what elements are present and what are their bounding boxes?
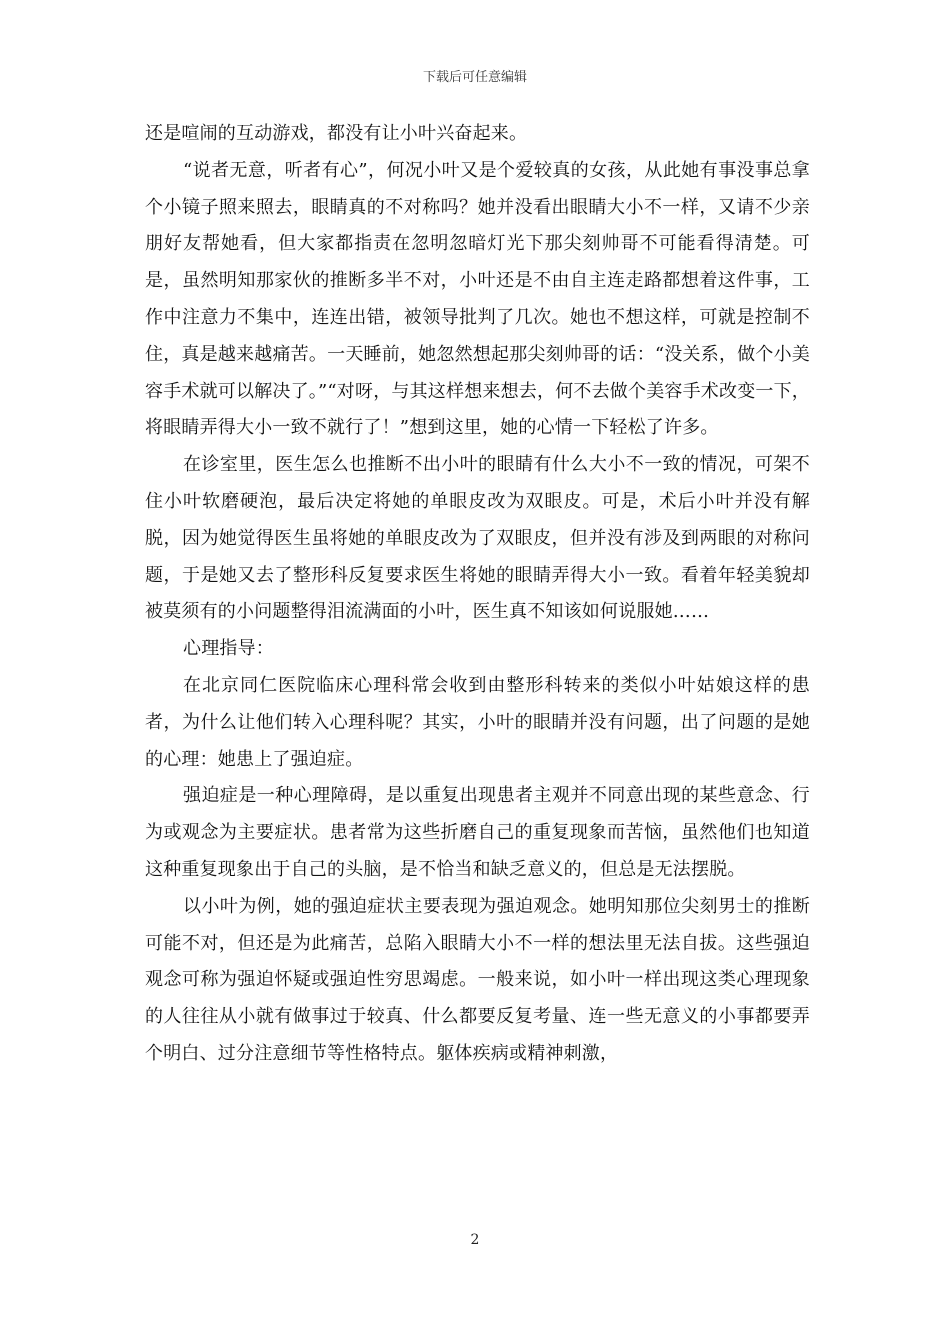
paragraph-3: 在诊室里，医生怎么也推断不出小叶的眼睛有什么大小不一致的情况，可架不住小叶软磨硬泡，最后决定将她的单眼皮改为双眼皮。可是，术后小叶并没有解脱，因为她觉得医生虽将她的单眼皮改为了双眼皮，但并没有涉及到两眼的对称问题，于是她又去了整形科反复要求医生将她的眼睛弄得大小一致。看着年轻美貌却被莫须有的小问题整得泪流满面的小叶，医生真不知该如何说服她…… (145, 454, 810, 623)
paragraph-2: “说者无意，听者有心”，何况小叶又是个爱较真的女孩，从此她有事没事总拿个小镜子照来照去，眼睛真的不对称吗？她并没看出眼睛大小不一样，又请不少亲朋好友帮她看，但大家都指责在忽明忽暗灯光下那尖刻帅哥不可能看得清楚。可是，虽然明知那家伙的推断多半不对，小叶还是不由自主连走路都想着这件事，工作中注意力不集中，连连出错，被领导批判了几次。她也不想这样，可就是控制不住，真是越来越痛苦。一天睡前，她忽然想起那尖刻帅哥的话：“没关系，做个小美容手术就可以解决了。”“对呀，与其这样想来想去，何不去做个美容手术改变一下，将眼睛弄得大小一致不就行了！”想到这里，她的心情一下轻松了许多。 (145, 159, 811, 439)
document-body (145, 116, 810, 1073)
paragraph-1: 还是喧闹的互动游戏，都没有让小叶兴奋起来。 (145, 123, 528, 144)
page-number: 2 (470, 1232, 480, 1248)
paragraph-7: 以小叶为例，她的强迫症状主要表现为强迫观念。她明知那位尖刻男士的推断可能不对，但还是为此痛苦，总陷入眼睛大小不一样的想法里无法自拔。这些强迫观念可称为强迫怀疑或强迫性穷思竭虑。一般来说，如小叶一样出现这类心理现象的人往往从小就有做事过于较真、什么都要反复考量、连一些无意义的小事都要弄个明白、过分注意细节等性格特点。躯体疾病或精神刺激， (145, 895, 810, 1064)
page-header: 下载后可任意编辑 (422, 70, 527, 85)
paragraph-6: 强迫症是一种心理障碍，是以重复出现患者主观并不同意出现的某些意念、行为或观念为主要症状。患者常为这些折磨自己的重复现象而苦恼，虽然他们也知道这种重复现象出于自己的头脑，是不恰当和缺乏意义的，但总是无法摆脱。 (145, 785, 810, 880)
paragraph-5: 在北京同仁医院临床心理科常会收到由整形科转来的类似小叶姑娘这样的患者，为什么让他们转入心理科呢？其实，小叶的眼睛并没有问题，出了问题的是她的心理：她患上了强迫症。 (145, 674, 810, 770)
section-heading-psych-guidance: 心理指导： (183, 638, 274, 660)
